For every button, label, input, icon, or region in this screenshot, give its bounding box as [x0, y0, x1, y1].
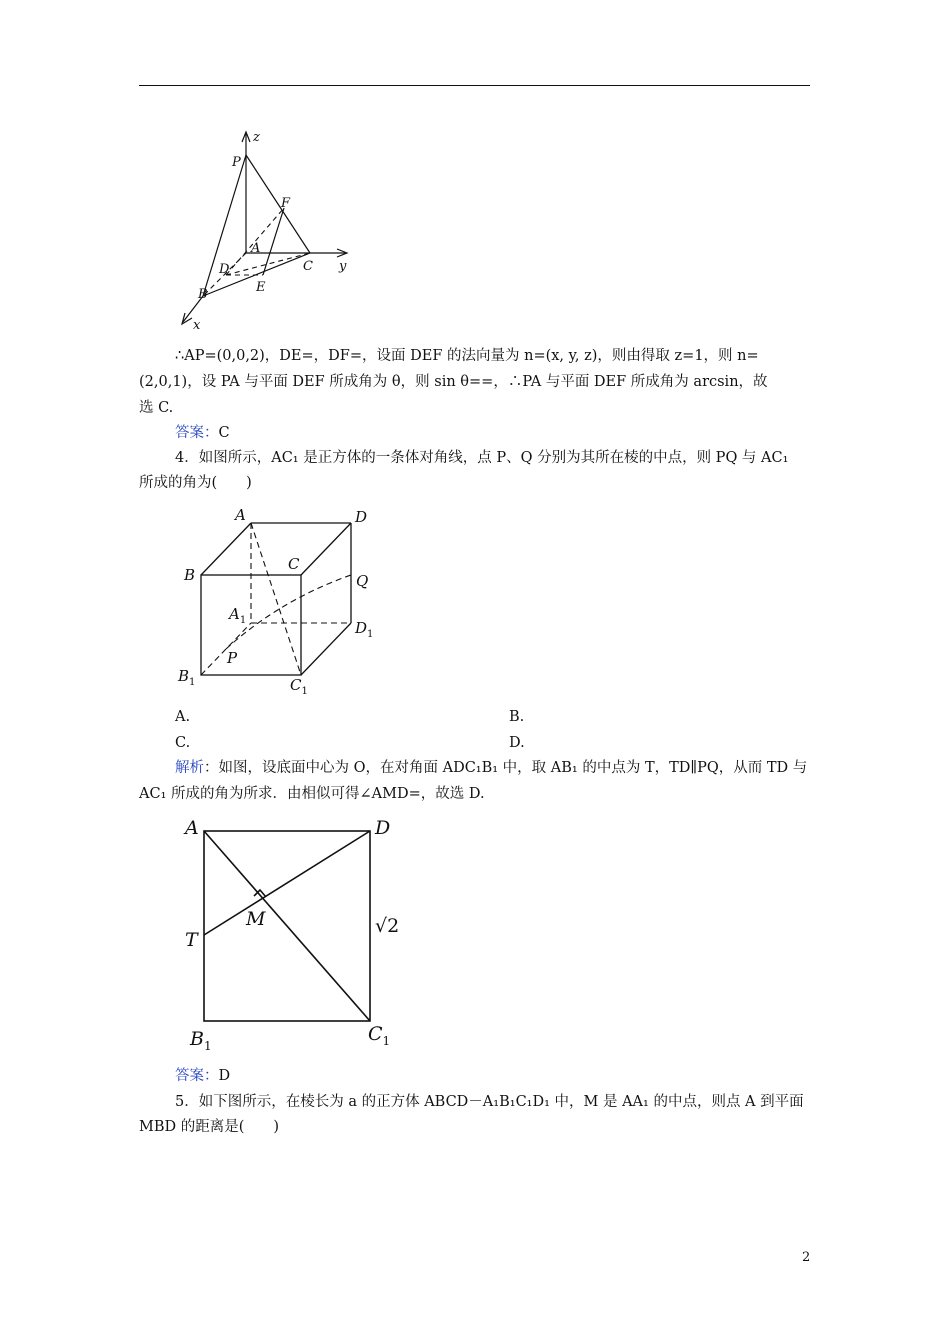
analysis4-label: 解析	[175, 760, 204, 776]
question5-line2: MBD 的距离是( )	[139, 1119, 280, 1135]
question4-line1: 4．如图所示，AC₁ 是正方体的一条体对角线，点 P、Q 分别为其所在棱的中点，则 PQ 与 AC₁	[175, 450, 789, 466]
cube-label-D1-sub: 1	[367, 629, 374, 640]
plane-label-C1-sub: 1	[382, 1034, 391, 1048]
cube-label-B: B	[184, 566, 196, 584]
cube-label-C: C	[288, 555, 300, 573]
plane-label-C1-letter: C	[368, 1023, 383, 1045]
fig1-label-P: P	[232, 155, 241, 170]
plane-label-C1	[368, 1023, 390, 1048]
cube-label-A: A	[235, 506, 246, 524]
fig1-label-D: D	[219, 262, 230, 277]
plane-label-D: D	[375, 817, 391, 839]
fig1-label-x: x	[193, 318, 201, 333]
analysis4-text1: ：如图，设底面中心为 O，在对角面 ADC₁B₁ 中，取 AB₁ 的中点为 T，TD∥PQ，从而 TD 与	[204, 760, 808, 776]
cube-label-B1-sub: 1	[189, 677, 196, 688]
analysis4-line2: AC₁ 所成的角为所求．由相似可得∠AMD=，故选 D.	[139, 786, 485, 802]
cube-label-B1-letter: B	[178, 667, 190, 685]
cube-label-Q: Q	[356, 572, 369, 590]
option-B: B.	[509, 709, 525, 725]
answer4-value: D	[218, 1068, 231, 1084]
answer3-value: C	[218, 425, 230, 441]
answer4-label: 答案：	[175, 1068, 219, 1084]
answer4	[175, 1063, 230, 1089]
cube-label-D1-letter: D	[355, 619, 368, 637]
option-D: D.	[509, 735, 525, 751]
cube-label-A1-letter: A	[229, 605, 240, 623]
cube-label-C1-sub: 1	[301, 686, 308, 697]
plane-label-M: M	[246, 908, 266, 930]
plane-label-B1-sub: 1	[203, 1039, 212, 1053]
option-A: A.	[175, 709, 191, 725]
option-C: C.	[175, 735, 191, 751]
page-number: 2	[802, 1250, 811, 1265]
cube-label-P: P	[227, 649, 238, 667]
question5-line1: 5．如下图所示，在棱长为 a 的正方体 ABCD－A₁B₁C₁D₁ 中，M 是 AA₁ 的中点，则点 A 到平面	[175, 1094, 804, 1110]
fig1-label-y: y	[339, 259, 347, 274]
plane-label-sqrt2: √2	[375, 915, 400, 937]
fig1-label-E: E	[256, 280, 266, 295]
plane-label-A: A	[185, 817, 199, 839]
fig1-label-z: z	[253, 130, 260, 145]
plane-label-B1-letter: B	[190, 1028, 204, 1050]
solution3-line1: ∴AP=(0,0,2)，DE=，DF=，设面 DEF 的法向量为 n=(x, y, z)，则由得取 z=1，则 n=	[175, 348, 759, 364]
fig1-label-A: A	[251, 241, 261, 256]
cube-label-C1-letter: C	[290, 676, 302, 694]
solution3-line3: 选 C.	[139, 400, 174, 416]
cube-label-A1-sub: 1	[239, 615, 247, 626]
fig1-label-B: B	[198, 287, 208, 302]
solution3-line2: (2,0,1)，设 PA 与平面 DEF 所成角为 θ，则 sin θ==，∴PA 与平面 DEF 所成角为 arcsin，故	[139, 374, 768, 390]
plane-label-T: T	[185, 929, 198, 951]
fig1-label-F: F	[281, 196, 291, 211]
plane-label-B1	[189, 1028, 212, 1053]
fig1-label-C: C	[303, 259, 313, 274]
cube-label-D: D	[355, 508, 368, 526]
question4-line2: 所成的角为( )	[139, 475, 252, 491]
answer3-label: 答案：	[175, 425, 219, 441]
